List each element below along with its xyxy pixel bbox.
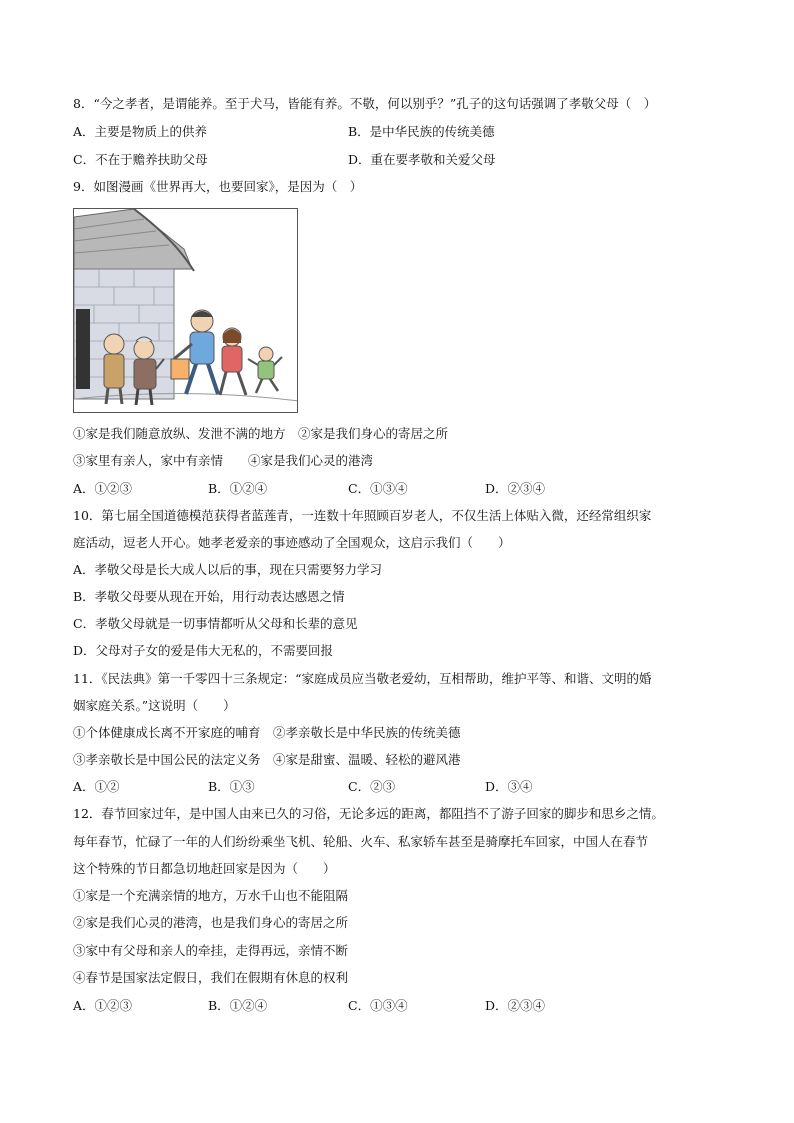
q12-statement-1: ①家是一个充满亲情的地方，万水千山也不能阻隔 <box>73 888 349 903</box>
q8-option-d: D．重在要孝敬和关爱父母 <box>348 152 496 167</box>
q12-statement-2: ②家是我们心灵的港湾，也是我们身心的寄居之所 <box>73 915 349 930</box>
q12-statement-4: ④春节是国家法定假日，我们在假期有休息的权利 <box>73 970 349 985</box>
q8-option-b: B．是中华民族的传统美德 <box>348 124 495 139</box>
q9-option-b: B．①②④ <box>208 481 268 496</box>
q12-option-b: B．①②④ <box>208 998 268 1013</box>
q12-stem-line-2: 每年春节，忙碌了一年的人们纷纷乘坐飞机、轮船、火车、私家轿车甚至是骑摩托车回家，中国人在春节 <box>73 834 649 849</box>
q8-stem: 8．“今之孝者，是谓能养。至于犬马，皆能有养。不敬，何以别乎？”孔子的这句话强调了孝敬父母（ ） <box>73 96 657 111</box>
q9-option-c: C．①③④ <box>348 481 408 496</box>
q12-option-d: D．②③④ <box>485 998 546 1013</box>
q10-option-d: D．父母对子女的爱是伟大无私的，不需要回报 <box>73 643 334 658</box>
q11-option-c: C．②③ <box>348 779 396 794</box>
q10-stem-line-1: 10．第七届全国道德模范获得者蓝莲青，一连数十年照顾百岁老人，不仅生活上体贴入微，还经常组织家 <box>73 508 652 523</box>
q12-option-a: A．①②③ <box>73 998 133 1013</box>
q9-statement-2: ③家里有亲人，家中有亲情 ④家是我们心灵的港湾 <box>73 453 374 468</box>
q8-option-c: C．不在于赡养扶助父母 <box>73 152 208 167</box>
q12-stem-line-1: 12．春节回家过年，是中国人由来已久的习俗，无论多远的距离，都阻挡不了游子回家的脚步和思乡之情。 <box>73 806 664 821</box>
q11-statement-2: ③孝亲敬长是中国公民的法定义务 ④家是甜蜜、温暖、轻松的避风港 <box>73 752 461 767</box>
q11-option-d: D．③④ <box>485 779 533 794</box>
q12-stem-line-3: 这个特殊的节日都急切地赶回家是因为（ ） <box>73 861 336 876</box>
q11-option-b: B．①③ <box>208 779 255 794</box>
q10-option-a: A．孝敬父母是长大成人以后的事，现在只需要努力学习 <box>73 562 383 577</box>
q10-option-c: C．孝敬父母就是一切事情都听从父母和长辈的意见 <box>73 616 358 631</box>
q9-option-d: D．②③④ <box>485 481 546 496</box>
q10-option-b: B．孝敬父母要从现在开始，用行动表达感恩之情 <box>73 589 345 604</box>
q8-option-a: A．主要是物质上的供养 <box>73 124 208 139</box>
q12-statement-3: ③家中有父母和亲人的牵挂，走得再远，亲情不断 <box>73 943 349 958</box>
q11-statement-1: ①个体健康成长离不开家庭的哺育 ②孝亲敬长是中华民族的传统美德 <box>73 725 461 740</box>
q9-option-a: A．①②③ <box>73 481 133 496</box>
q9-statement-1: ①家是我们随意放纵、发泄不满的地方 ②家是我们身心的寄居之所 <box>73 426 449 441</box>
q10-stem-line-2: 庭活动，逗老人开心。她孝老爱亲的事迹感动了全国观众，这启示我们（ ） <box>73 535 511 550</box>
q11-option-a: A．①② <box>73 779 120 794</box>
q12-option-c: C．①③④ <box>348 998 408 1013</box>
q11-stem-line-1: 11．《民法典》第一千零四十三条规定：“家庭成员应当敬老爱幼，互相帮助，维护平等、和谐、文明的婚 <box>73 671 652 686</box>
q9-stem: 9．如图漫画《世界再大，也要回家》，是因为（ ） <box>73 179 363 194</box>
cartoon-illustration <box>73 208 298 413</box>
q11-stem-line-2: 姻家庭关系。”这说明（ ） <box>73 698 236 713</box>
